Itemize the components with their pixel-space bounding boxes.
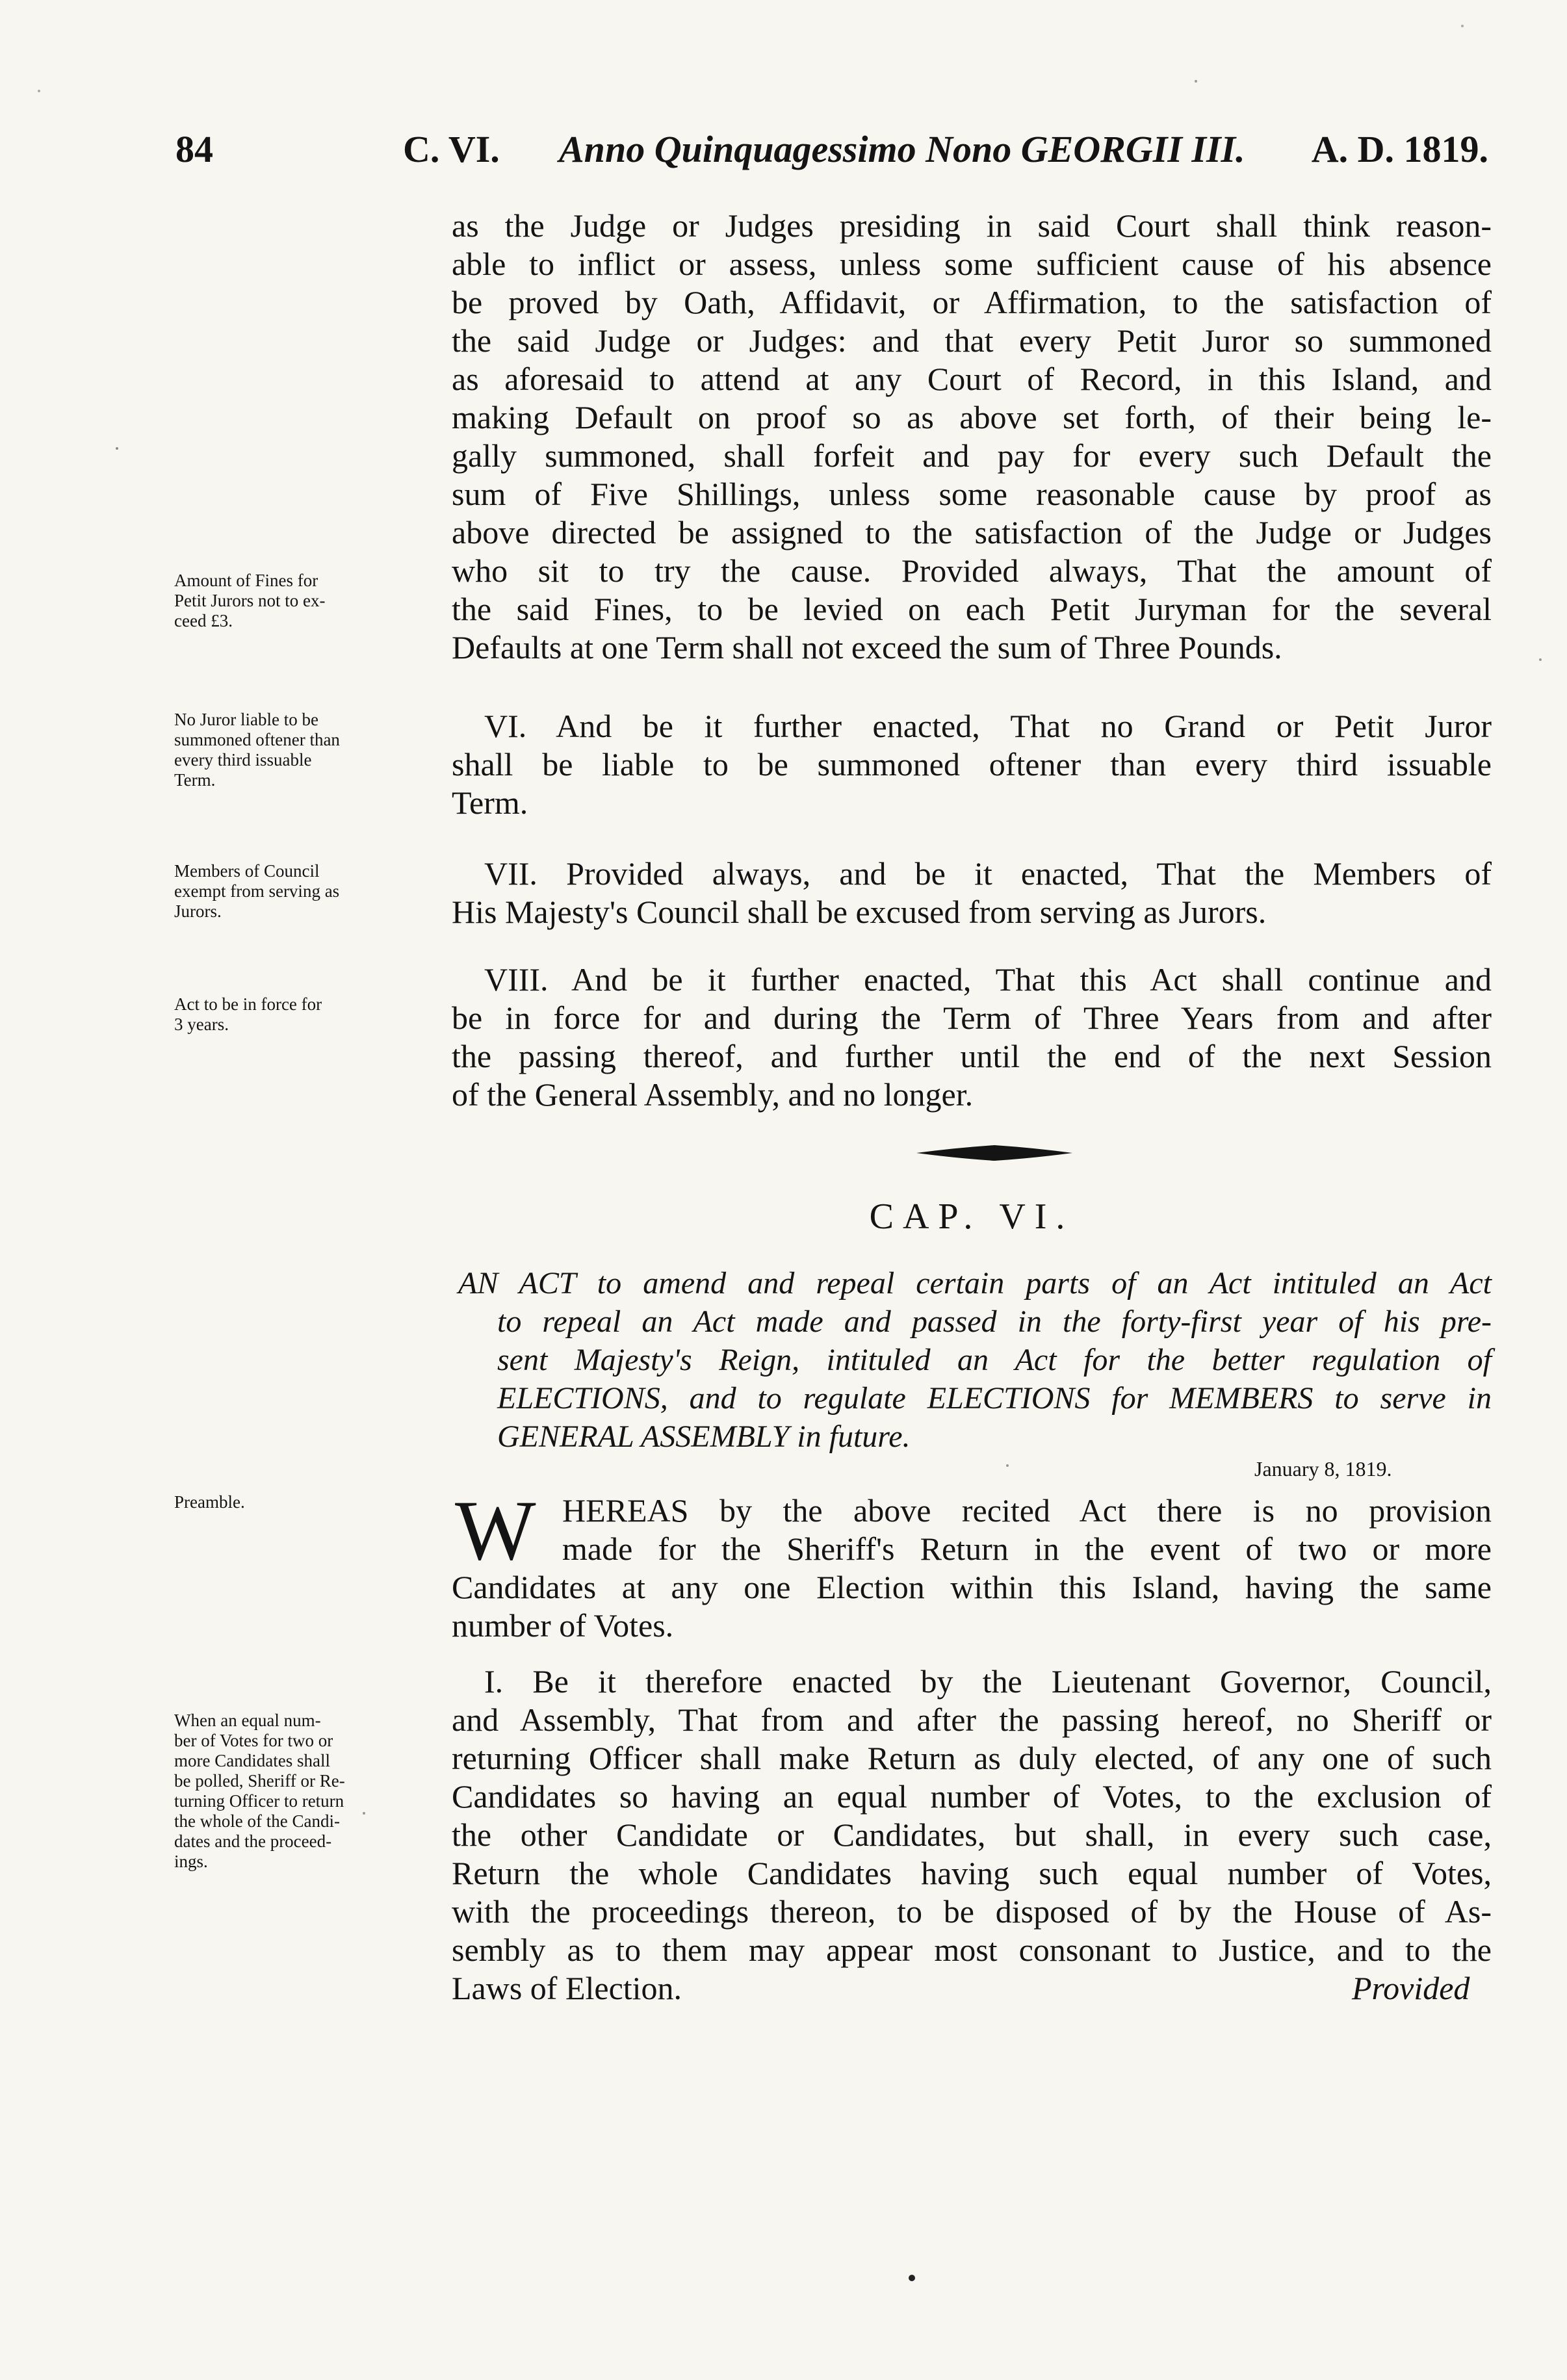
text-line: making Default on proof so as above set forth, of their being le- (452, 399, 1492, 435)
act-title-line: AN ACT to amend and repeal certain parts of an Act intituled an Act (458, 1266, 1492, 1300)
text-line: be proved by Oath, Affidavit, or Affirmation, to the satisfaction of (452, 284, 1492, 320)
text-line: number of Votes. (452, 1607, 674, 1644)
act-title-line: ELECTIONS, and to regulate ELECTIONS for MEMBERS to serve in (497, 1381, 1492, 1416)
marginal-note-preamble: Preamble. (174, 1492, 245, 1512)
text-line: sembly as to them may appear most consonant to Justice, and to the (452, 1932, 1492, 1968)
text-line: shall be liable to be summoned oftener than every third issuable (452, 746, 1492, 783)
text-line: as the Judge or Judges presiding in said Court shall think reason- (452, 207, 1492, 244)
continued-paragraph (452, 207, 1492, 667)
ornament-rule (916, 1139, 1072, 1167)
section-viii (452, 961, 1492, 1114)
running-head (175, 127, 1488, 179)
text-line: able to inflict or assess, unless some sufficient cause of his absence (452, 246, 1492, 282)
text-line: returning Officer shall make Return as duly elected, of any one of such (452, 1740, 1492, 1776)
act-title-line: GENERAL ASSEMBLY in future. (497, 1419, 911, 1454)
marginal-note-council: Members of Council exempt from serving as Jurors. (174, 861, 340, 921)
text-line: HEREAS by the above recited Act there is no provision (562, 1492, 1492, 1529)
text-line: Return the whole Candidates having such equal number of Votes, (452, 1855, 1492, 1891)
act-date: January 8, 1819. (1254, 1457, 1392, 1481)
text-line: the passing thereof, and further until the end of the next Session (452, 1038, 1492, 1074)
text-line: Laws of Election. (452, 1970, 682, 2006)
act-title (458, 1264, 1492, 1456)
chapter-label: C. VI. (403, 128, 500, 170)
act-title-line: to repeal an Act made and passed in the forty-first year of his pre- (497, 1304, 1492, 1339)
text-line: as aforesaid to attend at any Court of Record, in this Island, and (452, 361, 1492, 397)
text-line: His Majesty's Council shall be excused from serving as Jurors. (452, 894, 1267, 930)
text-line: with the proceedings thereon, to be disposed of by the House of As- (452, 1893, 1492, 1930)
text-line: of the General Assembly, and no longer. (452, 1076, 974, 1113)
regnal-title: Anno Quinquagessimo Nono GEORGII III. (559, 128, 1245, 170)
text-line: gally summoned, shall forfeit and pay for every such Default the (452, 437, 1492, 474)
text-line: the said Judge or Judges: and that every Petit Juror so summoned (452, 322, 1492, 359)
text-line: VII. Provided always, and be it enacted, That the Members of (484, 855, 1492, 892)
text-line: made for the Sheriff's Return in the event of two or more (562, 1531, 1492, 1567)
text-line: Candidates so having an equal number of Votes, to the exclusion of (452, 1778, 1492, 1815)
text-line: the said Fines, to be levied on each Petit Juryman for the several (452, 591, 1492, 627)
catchword: Provided (1352, 1970, 1470, 2006)
text-line: the other Candidate or Candidates, but shall, in every such case, (452, 1817, 1492, 1853)
text-line: Term. (452, 784, 528, 821)
marginal-note-no-juror: No Juror liable to be summoned oftener than every third issuable Term. (174, 710, 340, 790)
preamble-paragraph (452, 1492, 1492, 1645)
text-line: Defaults at one Term shall not exceed the sum of Three Pounds. (452, 629, 1282, 666)
text-line: and Assembly, That from and after the passing hereof, no Sheriff or (452, 1701, 1492, 1738)
text-line: above directed be assigned to the satisfaction of the Judge or Judges (452, 514, 1492, 550)
text-line: sum of Five Shillings, unless some reasonable cause by proof as (452, 476, 1492, 512)
text-line: Candidates at any one Election within this Island, having the same (452, 1569, 1492, 1605)
chapter-heading: CAP. VI. (869, 1196, 1074, 1237)
section-i (452, 1662, 1492, 2008)
section-vi (452, 707, 1492, 822)
marginal-note-equal-votes: When an equal num- ber of Votes for two or more Candidates shall be polled, Sheriff or Re- turning Officer to return the whole of the Candi- dates and the proceed- ings. (174, 1711, 345, 1871)
text-line: be in force for and during the Term of Three Years from and after (452, 1000, 1492, 1036)
text-line: VIII. And be it further enacted, That this Act shall continue and (484, 961, 1492, 998)
act-title-line: sent Majesty's Reign, intituled an Act for the better regulation of (497, 1343, 1492, 1377)
marginal-note-fines: Amount of Fines for Petit Jurors not to ex- ceed £3. (174, 571, 326, 630)
drop-cap: W (455, 1482, 536, 1578)
text-line: VI. And be it further enacted, That no Grand or Petit Juror (484, 708, 1492, 744)
text-line: who sit to try the cause. Provided always, That the amount of (452, 552, 1492, 589)
year-label: A. D. 1819. (1311, 128, 1488, 170)
section-vii (452, 855, 1492, 931)
text-line: I. Be it therefore enacted by the Lieutenant Governor, Council, (484, 1663, 1492, 1700)
page-number: 84 (175, 128, 213, 170)
marginal-note-in-force: Act to be in force for 3 years. (174, 994, 322, 1034)
